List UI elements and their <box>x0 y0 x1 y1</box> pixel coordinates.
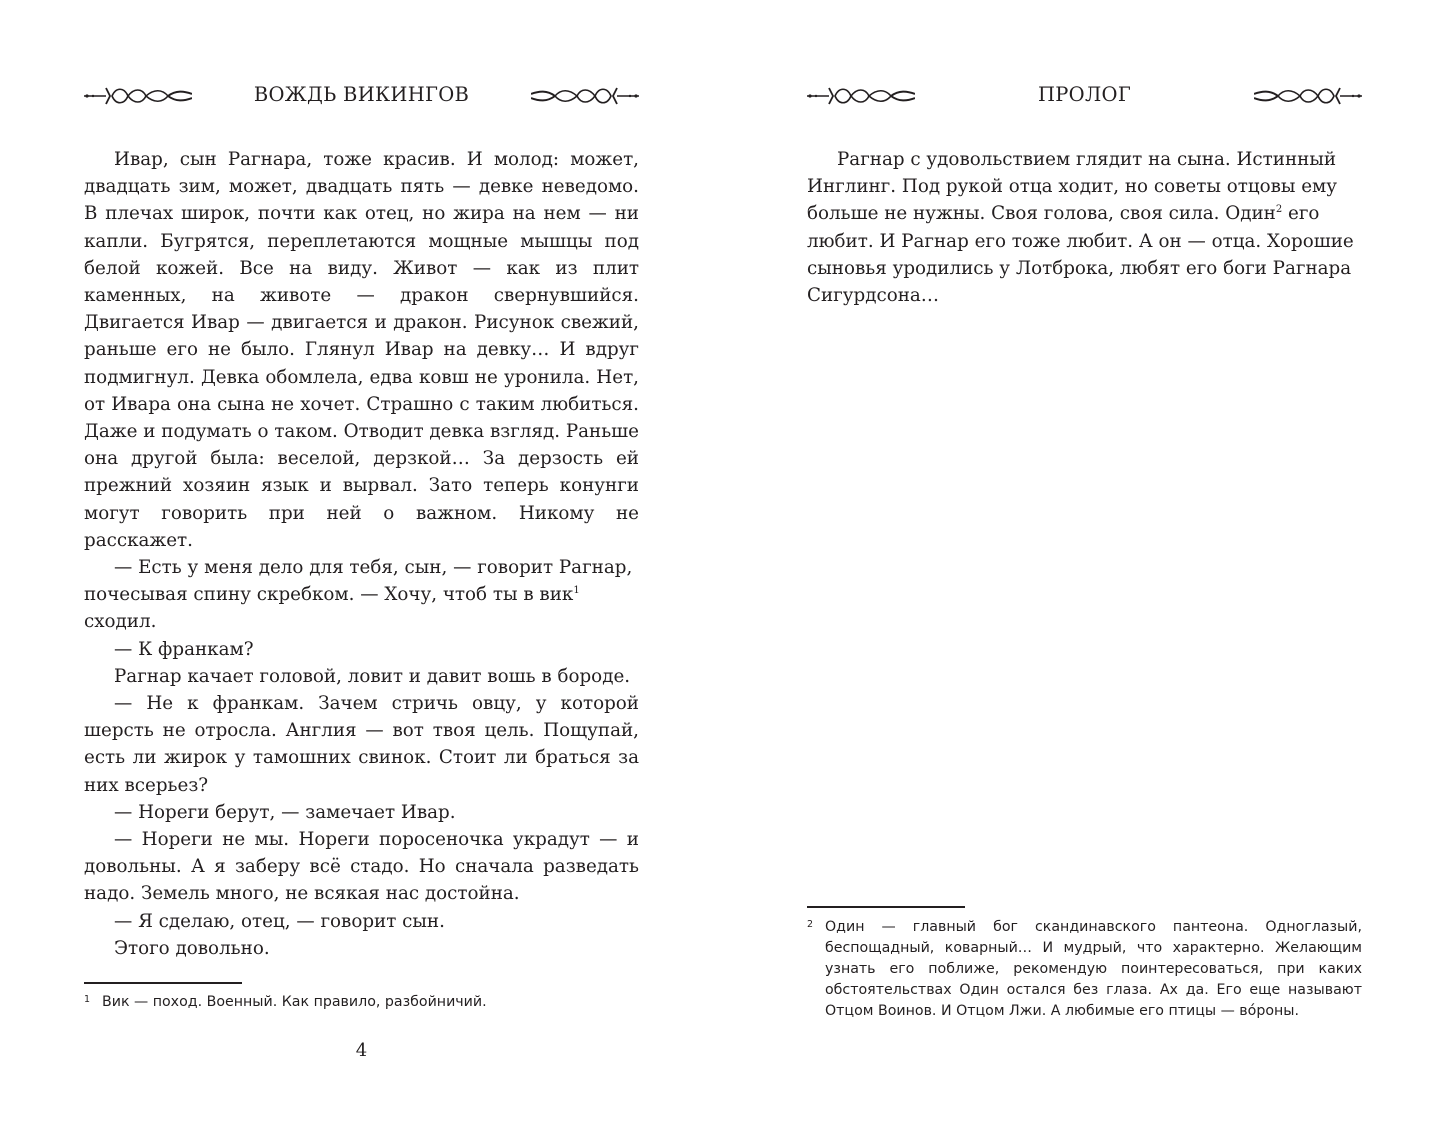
paragraph <box>84 554 639 636</box>
paragraph-text: его любит. И Рагнар его тоже любит. А он — отца. Хорошие сыновья уродились у Лотброка, любят его боги Рагнара Сигурдсона… <box>807 203 1354 307</box>
right-page-header <box>807 78 1362 114</box>
paragraph: Этого довольно. <box>114 937 270 959</box>
paragraph-text: Рагнар с удовольствием глядит на сына. Истинный Инглинг. Под рукой отца ходит, но советы отцовы ему больше не нужны. Своя голова, своя сила. Один <box>807 149 1338 225</box>
footnote-number: 2 <box>807 919 814 930</box>
ornament-left-icon <box>84 84 192 108</box>
paragraph: Ивар, сын Рагнара, тоже красив. И молод: может, двадцать зим, может, двадцать пять — девке неведомо. В плечах широк, почти как отец, но жира на нем — ни капли. Бугрятся, переплетаются мощные мышцы под белой кожей. Все на виду. Живот — как из плит каменных, на животе — дракон свернувшийся. Двигается Ивар — двигается и дракон. Рисунок свежий, раньше его не было. Глянул Ивар на девку… И вдруг подмигнул. Девка обомлела, едва ковш не уронила. Нет, от Ивара она сына не хочет. Страшно с таким любиться. Даже и подумать о таком. Отводит девка взгляд. Раньше она другой была: веселой, дерзкой… За дерзость ей прежний хозяин язык и вырвал. Зато теперь конунги могут говорить при ней о важном. Никому не расскажет. <box>84 149 639 551</box>
left-page <box>84 0 639 1129</box>
footnote-rule <box>807 906 965 908</box>
footnote-number: 1 <box>84 994 91 1005</box>
footnote-ref: 2 <box>1275 204 1283 216</box>
footnote-text: Вик — поход. Военный. Как правило, разбойничий. <box>102 994 487 1010</box>
footnote <box>807 917 1362 1022</box>
paragraph: — К франкам? <box>114 638 254 660</box>
paragraph: — Нореги не мы. Нореги поросеночка украдут — и довольны. А я заберу всё стадо. Но сначала разведать надо. Земель много, не всякая нас достойна. <box>84 829 639 905</box>
footnote-rule <box>84 982 242 984</box>
paragraph: — Нореги берут, — замечает Ивар. <box>114 801 456 823</box>
footnote-ref: 1 <box>573 585 580 597</box>
paragraph: — Я сделаю, отец, — говорит сын. <box>114 910 445 932</box>
paragraph <box>807 146 1362 309</box>
paragraph: Рагнар качает головой, ловит и давит вошь в бороде. <box>114 665 631 687</box>
right-page <box>807 0 1362 1129</box>
ornament-left-icon <box>807 84 915 108</box>
ornament-right-icon <box>531 84 639 108</box>
page-number: 4 <box>355 1040 368 1061</box>
running-title: ВОЖДЬ ВИКИНГОВ <box>253 83 470 106</box>
running-title: ПРОЛОГ <box>1037 83 1132 106</box>
left-body-text <box>84 146 639 962</box>
left-page-header <box>84 78 639 114</box>
footnote-text: Один — главный бог скандинавского пантеона. Одноглазый, беспощадный, коварный… И мудрый, что характерно. Желающим узнать его поближе, рекомендую поинтересоваться, при каких обстоятельствах Один остался без глаза. Ах да. Его еще называют Отцом Воинов. И Отцом Лжи. А любимые его птицы — во́роны. <box>825 919 1362 1019</box>
paragraph-text: — Есть у меня дело для тебя, сын, — говорит Рагнар, почесывая спину скребком. — Хочу, чтоб ты в вик <box>84 557 633 606</box>
right-body-text <box>807 146 1362 309</box>
paragraph: — Не к франкам. Зачем стричь овцу, у которой шерсть не отросла. Англия — вот твоя цель. Пощупай, есть ли жирок у тамошних свинок. Стоит ли браться за них всерьез? <box>84 693 639 796</box>
footnote <box>84 992 639 1013</box>
paragraph-text: сходил. <box>84 611 157 633</box>
ornament-right-icon <box>1254 84 1362 108</box>
